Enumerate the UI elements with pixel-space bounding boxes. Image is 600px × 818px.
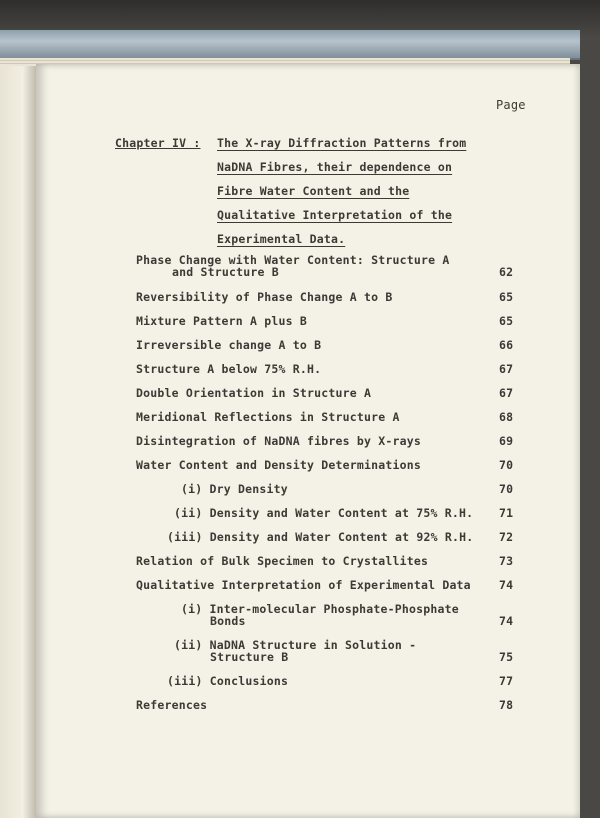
toc-page-number: 78 [499,698,514,712]
toc-page-number: 69 [499,434,514,448]
toc-entry: Relation of Bulk Specimen to Crystallites [136,554,429,568]
toc-entry: References [136,698,208,712]
toc-entry: Double Orientation in Structure A [136,386,372,400]
toc-subentry-continuation: Structure B [210,650,289,664]
chapter-title-line: The X-ray Diffraction Patterns from [217,136,467,150]
toc-page-number: 70 [499,458,514,472]
toc-page-number: 75 [499,650,514,664]
chapter-title-line: NaDNA Fibres, their dependence on [217,160,453,174]
toc-entry: Water Content and Density Determinations [136,458,421,472]
toc-subentry: (ii) NaDNA Structure in Solution - [174,638,417,652]
toc-page-number: 74 [499,614,514,628]
toc-page-number: 66 [499,338,514,352]
toc-entry: Meridional Reflections in Structure A [136,410,400,424]
toc-entry: Phase Change with Water Content: Structure A [136,253,450,267]
toc-page-number: 67 [499,386,514,400]
chapter-title-line: Experimental Data. [217,232,346,246]
toc-entry: Irreversible change A to B [136,338,322,352]
document-page [36,64,580,818]
toc-entry: Disintegration of NaDNA fibres by X-rays [136,434,421,448]
toc-subentry-continuation: Bonds [210,614,246,628]
toc-page-number: 71 [499,506,514,520]
toc-entry: Reversibility of Phase Change A to B [136,290,393,304]
toc-entry: Structure A below 75% R.H. [136,362,322,376]
toc-page-number: 77 [499,674,514,688]
toc-entry: Mixture Pattern A plus B [136,314,307,328]
toc-page-number: 70 [499,482,514,496]
toc-entry-continuation: and Structure B [172,265,279,279]
chapter-title-line: Fibre Water Content and the [217,184,410,198]
toc-page-number: 74 [499,578,514,592]
toc-page-number: 62 [499,265,514,279]
toc-subentry: (i) Inter-molecular Phosphate-Phosphate [181,602,459,616]
toc-page-number: 72 [499,530,514,544]
toc-subentry: (iii) Conclusions [167,674,289,688]
toc-page-number: 65 [499,290,514,304]
toc-page-number: 68 [499,410,514,424]
chapter-title-line: Qualitative Interpretation of the [217,208,453,222]
book-spine [0,30,580,60]
toc-subentry: (ii) Density and Water Content at 75% R.H. [174,506,474,520]
page-column-label: Page [496,98,526,112]
toc-page-number: 73 [499,554,514,568]
toc-subentry: (i) Dry Density [181,482,288,496]
chapter-label: Chapter IV : [115,136,201,150]
toc-page-number: 67 [499,362,514,376]
toc-page-number: 65 [499,314,514,328]
toc-entry: Qualitative Interpretation of Experimental Data [136,578,471,592]
toc-subentry: (iii) Density and Water Content at 92% R.H. [167,530,474,544]
left-page-edge [0,66,38,818]
